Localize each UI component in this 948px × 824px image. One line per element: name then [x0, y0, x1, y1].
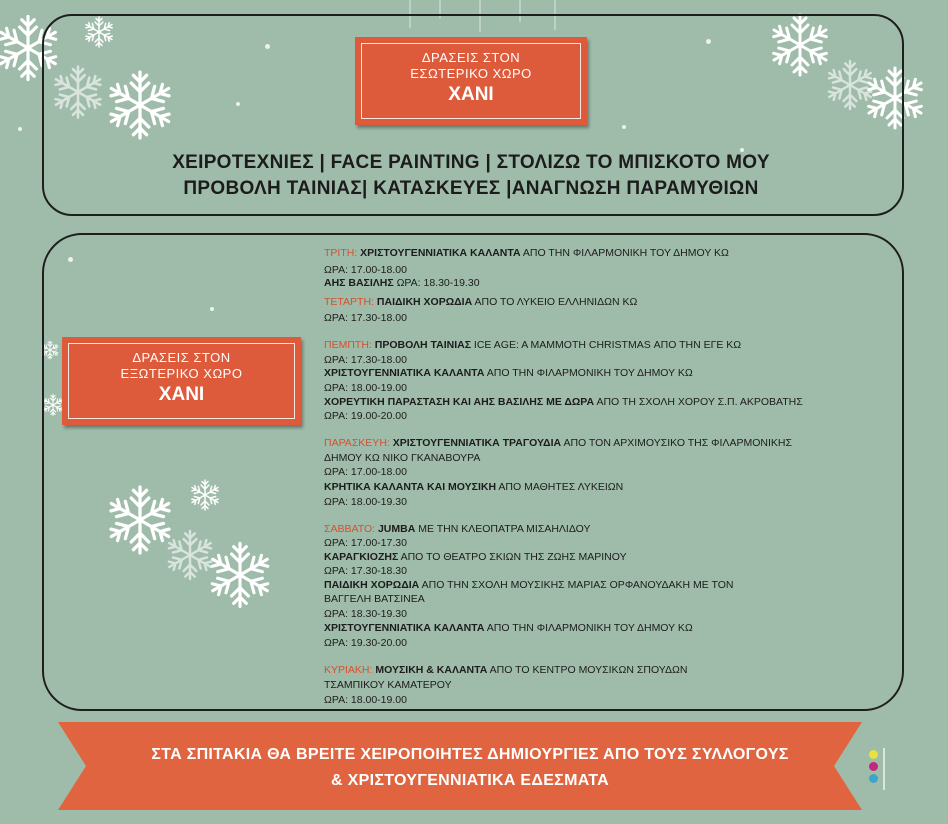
logo-dot-yellow — [869, 750, 878, 759]
schedule-line: ΠΕΜΠΤΗ: ΠΡΟΒΟΛΗ ΤΑΙΝΙΑΣ ICE AGE: A MAMMOTH CHRISTMAS ΑΠΟ ΤΗΝ ΕΓΕ ΚΩ — [324, 339, 742, 351]
schedule-line: ΩΡΑ: 17.30-18.00 — [324, 312, 407, 324]
tag-line2: ΕΞΩΤΕΡΙΚΟ ΧΩΡΟ — [120, 366, 243, 381]
bottom-ribbon-banner — [0, 720, 948, 812]
schedule-line: ΩΡΑ: 17.00-17.30 — [324, 537, 407, 549]
schedule-line: ΤΡΙΤΗ: ΧΡΙΣΤΟΥΓΕΝΝΙΑΤΙΚΑ ΚΑΛΑΝΤΑ ΑΠΟ ΤΗΝ ΦΙΛΑΡΜΟΝΙΚΗ ΤΟΥ ΔΗΜΟΥ ΚΩ — [324, 247, 729, 259]
schedule-line: ΚΥΡΙΑΚΗ: ΜΟΥΣΙΚΗ & ΚΑΛΑΝΤΑ ΑΠΟ ΤΟ ΚΕΝΤΡΟ ΜΟΥΣΙΚΩΝ ΣΠΟΥΔΩΝ — [324, 664, 688, 676]
schedule-line: ΠΑΙΔΙΚΗ ΧΟΡΩΔΙΑ ΑΠΟ ΤΗΝ ΣΧΟΛΗ ΜΟΥΣΙΚΗΣ ΜΑΡΙΑΣ ΟΡΦΑΝΟΥΔΑΚΗ ΜΕ ΤΟΝ — [324, 579, 734, 591]
indoor-activities-tag — [355, 37, 587, 125]
snow-dot — [18, 127, 22, 131]
tag-line1: ΔΡΑΣΕΙΣ ΣΤΟΝ — [421, 50, 521, 65]
schedule-line: ΤΕΤΑΡΤΗ: ΠΑΙΔΙΚΗ ΧΟΡΩΔΙΑ ΑΠΟ ΤΟ ΛΥΚΕΙΟ ΕΛΛΗΝΙΔΩΝ ΚΩ — [324, 296, 638, 308]
schedule-line: ΩΡΑ: 18.00-19.00 — [324, 382, 407, 394]
schedule-line: ΚΑΡΑΓΚΙΟΖΗΣ ΑΠΟ ΤΟ ΘΕΑΤΡΟ ΣΚΙΩΝ ΤΗΣ ΖΩΗΣ ΜΑΡΙΝΟΥ — [324, 551, 627, 563]
schedule-line: ΩΡΑ: 19.00-20.00 — [324, 410, 407, 422]
schedule-line: ΩΡΑ: 17.00-18.00 — [324, 264, 407, 276]
schedule-line: ΩΡΑ: 18.30-19.30 — [324, 608, 407, 620]
schedule-line: ΔΗΜΟΥ ΚΩ ΝΙΚΟ ΓΚΑΝΑΒΟΥΡΑ — [324, 452, 481, 464]
schedule-line: ΒΑΓΓΕΛΗ ΒΑΤΣΙΝΕΑ — [324, 593, 425, 605]
schedule-line: ΩΡΑ: 17.00-18.00 — [324, 466, 407, 478]
schedule-line: ΩΡΑ: 17.30-18.30 — [324, 565, 407, 577]
schedule-line: ΧΡΙΣΤΟΥΓΕΝΝΙΑΤΙΚΑ ΚΑΛΑΝΤΑ ΑΠΟ ΤΗΝ ΦΙΛΑΡΜΟΝΙΚΗ ΤΟΥ ΔΗΜΟΥ ΚΩ — [324, 367, 693, 379]
tag-location: ΧΑΝΙ — [158, 384, 205, 405]
schedule-line: ΧΡΙΣΤΟΥΓΕΝΝΙΑΤΙΚΑ ΚΑΛΑΝΤΑ ΑΠΟ ΤΗΝ ΦΙΛΑΡΜΟΝΙΚΗ ΤΟΥ ΔΗΜΟΥ ΚΩ — [324, 622, 693, 634]
schedule-line: ΩΡΑ: 19.30-20.00 — [324, 637, 407, 649]
schedule-line: ΩΡΑ: 17.30-18.00 — [324, 354, 407, 366]
banner-line1: ΣΤΑ ΣΠΙΤΑΚΙΑ ΘΑ ΒΡΕΙΤΕ ΧΕΙΡΟΠΟΙΗΤΕΣ ΔΗΜΙΟΥΡΓΙΕΣ ΑΠΟ ΤΟΥΣ ΣΥΛΛΟΓΟΥΣ — [151, 746, 789, 763]
logo-vertical-mark — [883, 748, 885, 790]
banner-line2: & ΧΡΙΣΤΟΥΓΕΝΝΙΑΤΙΚΑ ΕΔΕΣΜΑΤΑ — [331, 772, 609, 789]
indoor-activities-line2: ΠΡΟΒΟΛΗ ΤΑΙΝΙΑΣ| ΚΑΤΑΣΚΕΥΕΣ |ΑΝΑΓΝΩΣΗ ΠΑΡΑΜΥΘΙΩΝ — [183, 178, 759, 199]
schedule-line: ΑΗΣ ΒΑΣΙΛΗΣ ΩΡΑ: 18.30-19.30 — [324, 277, 480, 289]
schedule-line: ΩΡΑ: 18.00-19.30 — [324, 496, 407, 508]
logo-dot-magenta — [869, 762, 878, 771]
schedule-line: ΠΑΡΑΣΚΕΥΗ: ΧΡΙΣΤΟΥΓΕΝΝΙΑΤΙΚΑ ΤΡΑΓΟΥΔΙΑ ΑΠΟ ΤΟΝ ΑΡΧΙΜΟΥΣΙΚΟ ΤΗΣ ΦΙΛΑΡΜΟΝΙΚΗΣ — [324, 437, 792, 449]
schedule-line: ΩΡΑ: 18.00-19.00 — [324, 694, 407, 706]
tag-line2: ΕΣΩΤΕΡΙΚΟ ΧΩΡΟ — [410, 66, 532, 81]
tag-line1: ΔΡΑΣΕΙΣ ΣΤΟΝ — [132, 350, 231, 365]
schedule-line: ΚΡΗΤΙΚΑ ΚΑΛΑΝΤΑ ΚΑΙ ΜΟΥΣΙΚΗ ΑΠΟ ΜΑΘΗΤΕΣ ΛΥΚΕΙΩΝ — [324, 481, 624, 493]
schedule-line: ΧΟΡΕΥΤΙΚΗ ΠΑΡΑΣΤΑΣΗ ΚΑΙ ΑΗΣ ΒΑΣΙΛΗΣ ΜΕ ΔΩΡΑ ΑΠΟ ΤΗ ΣΧΟΛΗ ΧΟΡΟΥ Σ.Π. ΑΚΡΟΒΑΤΗΣ — [324, 396, 803, 408]
logo-dot-blue — [869, 774, 878, 783]
schedule-line: ΤΣΑΜΠΙΚΟΥ ΚΑΜΑΤΕΡΟΥ — [324, 679, 452, 691]
outdoor-activities-tag — [62, 337, 301, 425]
indoor-activities-line1: ΧΕΙΡΟΤΕΧΝΙΕΣ | FACE PAINTING | ΣΤΟΛΙΖΩ ΤΟ ΜΠΙΣΚΟΤΟ ΜΟΥ — [172, 152, 770, 173]
schedule-line: ΣΑΒΒΑΤΟ: JUMBA ΜΕ ΤΗΝ ΚΛΕΟΠΑΤΡΑ ΜΙΣΑΗΛΙΔΟΥ — [324, 523, 591, 535]
tag-location: ΧΑΝΙ — [448, 84, 494, 105]
